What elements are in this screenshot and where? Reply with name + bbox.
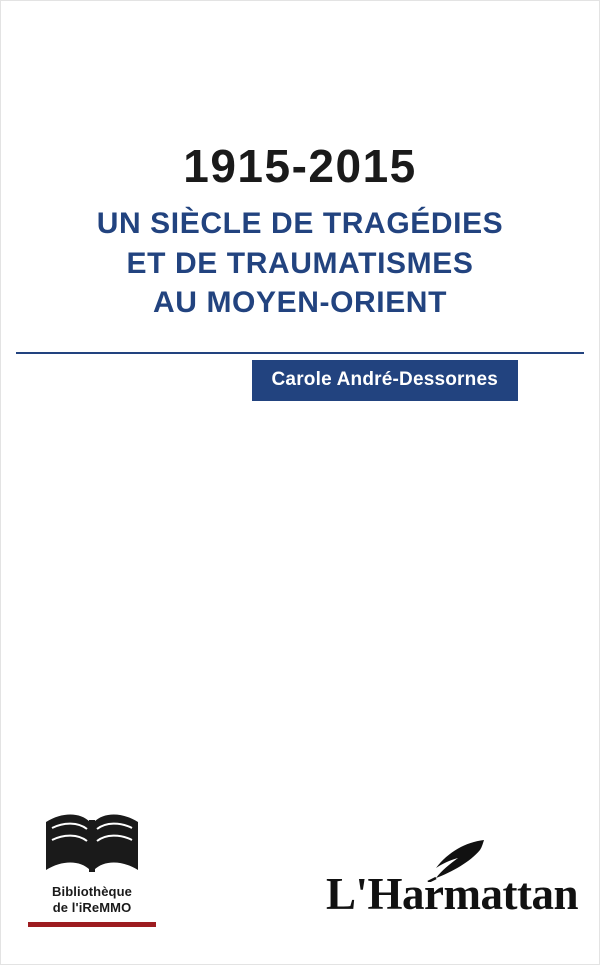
open-book-icon xyxy=(42,800,142,876)
author-name: Carole André-Dessornes xyxy=(252,360,519,401)
subtitle xyxy=(0,204,600,323)
collection-logo xyxy=(28,800,156,928)
divider-rule xyxy=(16,352,584,354)
subtitle-line-1: UN SIÈCLE DE TRAGÉDIES xyxy=(96,207,504,241)
subtitle-line-3: AU MOYEN-ORIENT xyxy=(153,286,447,320)
feather-icon xyxy=(426,838,486,882)
subtitle-line-2: ET DE TRAUMATISMES xyxy=(126,246,474,280)
title-block xyxy=(0,142,600,323)
page-title: 1915-2015 xyxy=(183,140,417,192)
collection-name xyxy=(28,884,156,917)
publisher-logo xyxy=(326,869,578,919)
collection-line-2: de l'iReMMO xyxy=(52,899,132,915)
publisher-name: L'Harmattan xyxy=(326,869,578,919)
collection-line-1: Bibliothèque xyxy=(52,883,132,899)
collection-underline xyxy=(28,922,156,927)
